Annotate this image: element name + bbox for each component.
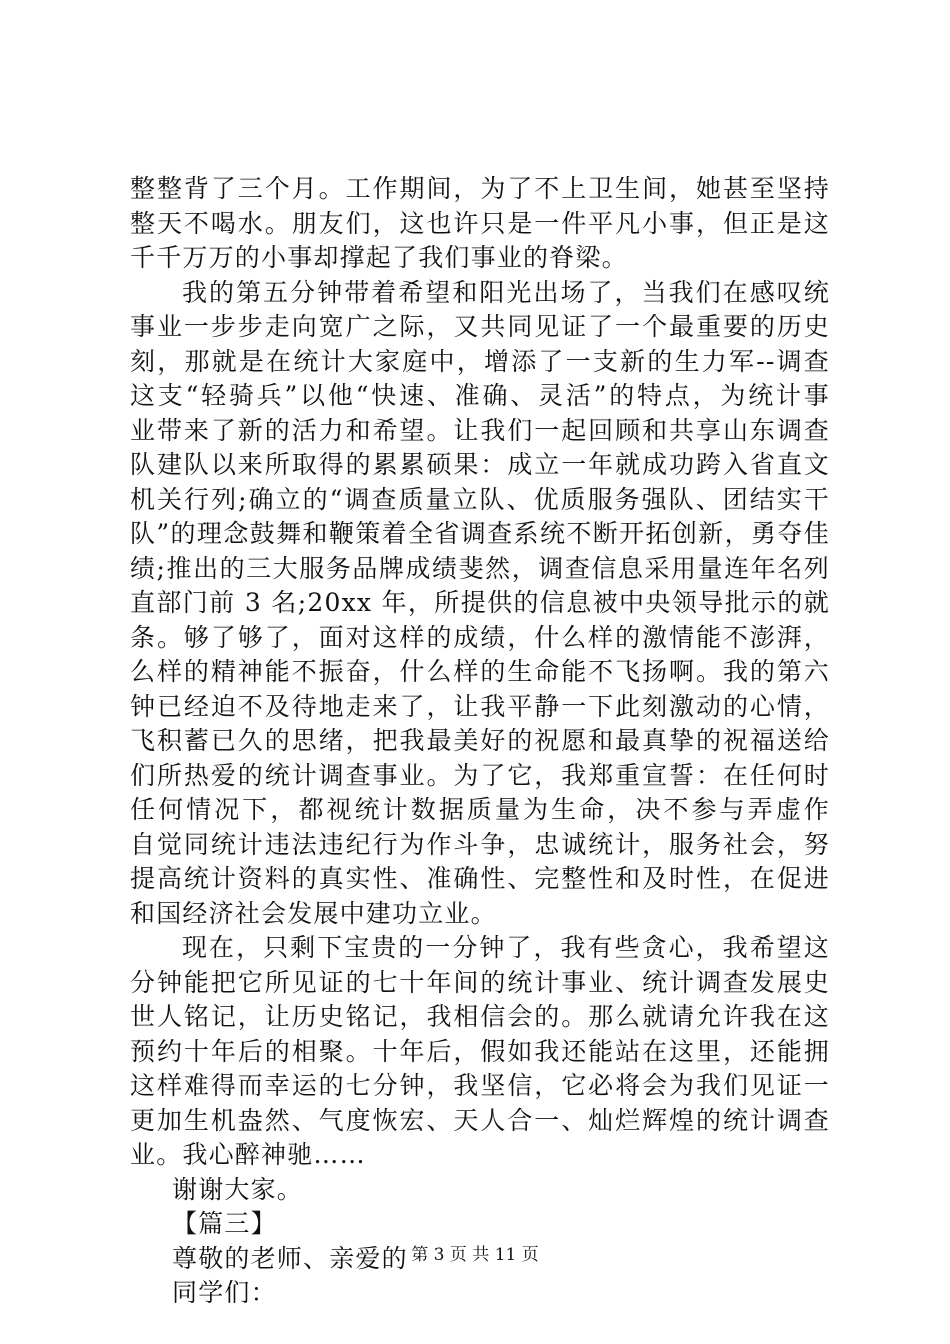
closing-line: 谢谢大家。 (172, 1174, 304, 1204)
text-line: 千千万万的小事却撑起了我们事业的脊梁。 (130, 243, 628, 272)
text-line: 整天不喝水。朋友们，这也许只是一件平凡小事，但正是这 (130, 208, 830, 238)
section-heading: 【篇三】 (172, 1209, 277, 1238)
text-line: 队建队以来所取得的累累硕果：成立一年就成功跨入省直文 (130, 450, 830, 479)
document-body (130, 172, 830, 1311)
page-number-footer: 第 3 页 共 11 页 (411, 1245, 539, 1265)
text-line: 业。我心醉神驰…… (130, 1140, 366, 1169)
paragraph-start-line: 现在，只剩下宝贵的一分钟了，我有些贪心，我希望这 (182, 933, 830, 962)
text-line: 世人铭记，让历史铭记，我相信会的。那么就请允许我在这 (130, 1002, 830, 1031)
text-line: 任何情况下，都视统计数据质量为生命，决不参与弄虚作 (130, 795, 830, 824)
salutation-line: 尊敬的老师、亲爱的 (172, 1243, 408, 1273)
text-line: 么样的精神能不振奋，什么样的生命能不飞扬啊。我的第六 (130, 657, 830, 686)
text-line: 业带来了新的活力和希望。让我们一起回顾和共享山东调查 (130, 415, 830, 445)
text-line: 更加生机盎然、气度恢宏、天人合一、灿烂辉煌的统计调查 (130, 1105, 830, 1135)
text-line: 钟已经迫不及待地走来了，让我平静一下此刻激动的心情， (130, 691, 830, 721)
text-line: 整整背了三个月。工作期间，为了不上卫生间，她甚至坚持 (130, 174, 830, 203)
text-line: 这样难得而幸运的七分钟，我坚信，它必将会为我们见证一 (130, 1071, 830, 1100)
text-line: 绩;推出的三大服务品牌成绩斐然，调查信息采用量连年名列 (130, 553, 830, 583)
text-line: 队”的理念鼓舞和鞭策着全省调查系统不断开拓创新，勇夺佳 (130, 519, 830, 548)
text-line: 提高统计资料的真实性、准确性、完整性和及时性，在促进 (130, 864, 830, 893)
text-line: 飞积蓄已久的思绪，把我最美好的祝愿和最真挚的祝福送给 (130, 726, 830, 755)
text-line: 事业一步步走向宽广之际，又共同见证了一个最重要的历史 (130, 312, 830, 341)
text-line: 和国经济社会发展中建功立业。 (130, 898, 497, 928)
text-line: 们所热爱的统计调查事业。为了它，我郑重宣誓：在任何时 (130, 760, 830, 790)
text-line: 机关行列;确立的“调查质量立队、优质服务强队、团结实干 (130, 484, 830, 514)
text-line: 分钟能把它所见证的七十年间的统计事业、统计调查发展史 (130, 967, 830, 997)
text-line: 刻，那就是在统计大家庭中，增添了一支新的生力军--调查 (130, 346, 830, 376)
text-line: 自觉同统计违法违纪行为作斗争，忠诚统计，服务社会，努 (130, 829, 830, 859)
paragraph-start-line: 我的第五分钟带着希望和阳光出场了，当我们在感叹统 (182, 277, 830, 307)
text-line: 这支“轻骑兵”以他“快速、准确、灵活”的特点，为统计事 (130, 381, 830, 410)
text-line: 预约十年后的相聚。十年后，假如我还能站在这里，还能拥 (130, 1036, 830, 1066)
text-line: 条。够了够了，面对这样的成绩，什么样的激情能不澎湃， (130, 622, 830, 652)
salutation-line: 同学们： (172, 1278, 277, 1307)
text-line: 直部门前 3 名;20xx 年，所提供的信息被中央领导批示的就 (130, 588, 830, 617)
